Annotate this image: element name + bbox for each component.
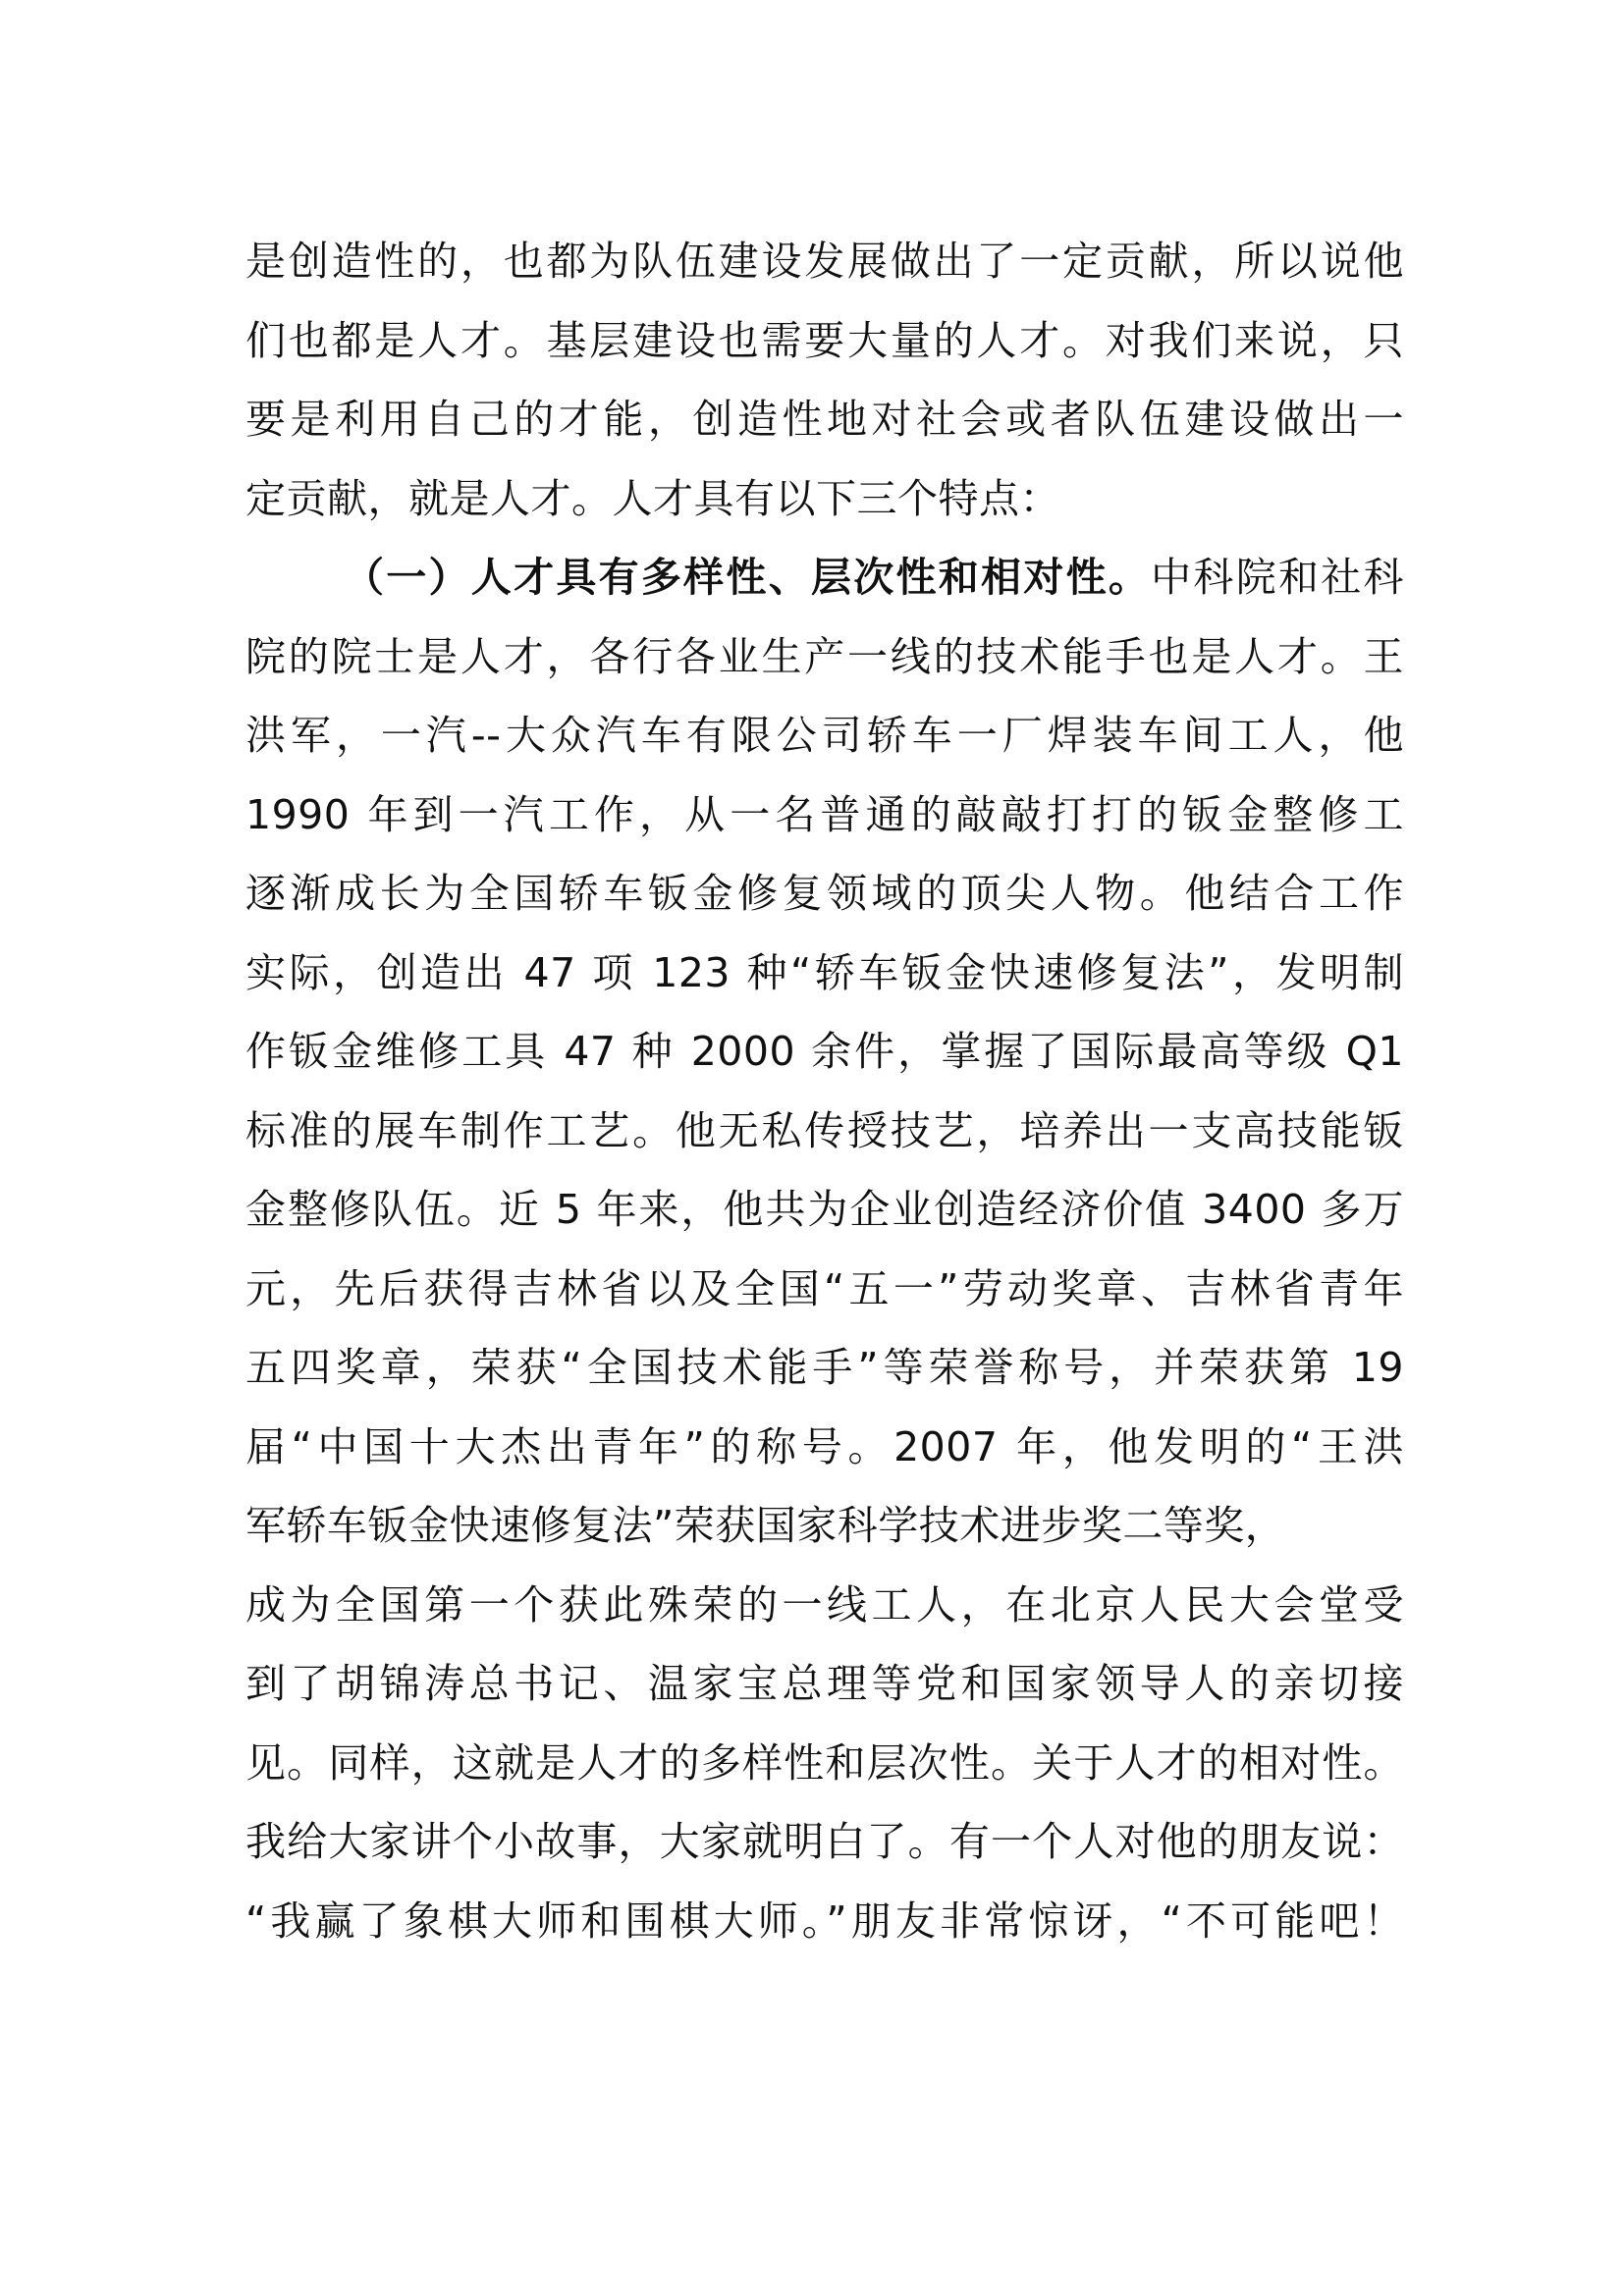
text-line: 实际，创造出 47 项 123 种“轿车钣金快速修复法”，发明制 [245,948,1404,996]
text-line: 逐渐成长为全国轿车钣金修复领域的顶尖人物。他结合工作 [245,870,1404,917]
text-line: 要是利用自己的才能，创造性地对社会或者队伍建设做出一 [245,396,1404,443]
section-heading: （一）人才具有多样性、层次性和相对性。 [344,554,1152,601]
text-line: 见。同样，这就是人才的多样性和层次性。关于人才的相对性。 [245,1738,1404,1787]
text-line: 元，先后获得吉林省以及全国“五一”劳动奖章、吉林省青年 [245,1264,1404,1312]
text-line: 五四奖章，荣获“全国技术能手”等荣誉称号，并荣获第 19 [245,1344,1404,1391]
text-line: 军轿车钣金快速修复法”荣获国家科学技术进步奖二等奖， [245,1502,1286,1549]
text-line: 到了胡锦涛总书记、温家宝总理等党和国家领导人的亲切接 [245,1660,1404,1707]
text-line: “我赢了象棋大师和围棋大师。”朋友非常惊讶，“不可能吧！ [245,1896,1404,1945]
text-line: 届“中国十大杰出青年”的称号。2007 年，他发明的“王洪 [245,1422,1404,1470]
text-line: 定贡献，就是人才。人才具有以下三个特点： [245,474,1060,522]
text-line: 们也都是人才。基层建设也需要大量的人才。对我们来说，只 [245,316,1404,364]
text-line: 1990 年到一汽工作，从一名普通的敲敲打打的钣金整修工 [245,790,1404,838]
text-line: 作钣金维修工具 47 种 2000 余件，掌握了国际最高等级 Q1 [245,1028,1404,1075]
text-line: 成为全国第一个获此殊荣的一线工人，在北京人民大会堂受 [245,1580,1404,1629]
text-line: 我给大家讲个小故事，大家就明白了。有一个人对他的朋友说： [245,1818,1404,1865]
section-heading-line [245,538,1404,617]
text-line: 洪军，一汽--大众汽车有限公司轿车一厂焊装车间工人，他 [245,712,1404,759]
text-line: 标准的展车制作工艺。他无私传授技艺，培养出一支高技能钣 [245,1106,1404,1154]
text-line: 院的院士是人才，各行各业生产一线的技术能手也是人才。王 [245,632,1404,680]
text-line: 金整修队伍。近 5 年来，他共为企业创造经济价值 3400 多万 [245,1186,1404,1233]
text-line: 是创造性的，也都为队伍建设发展做出了一定贡献，所以说他 [245,238,1404,285]
body-text [245,222,1404,1960]
section-heading-continuation: 中科院和社科 [1151,554,1405,601]
